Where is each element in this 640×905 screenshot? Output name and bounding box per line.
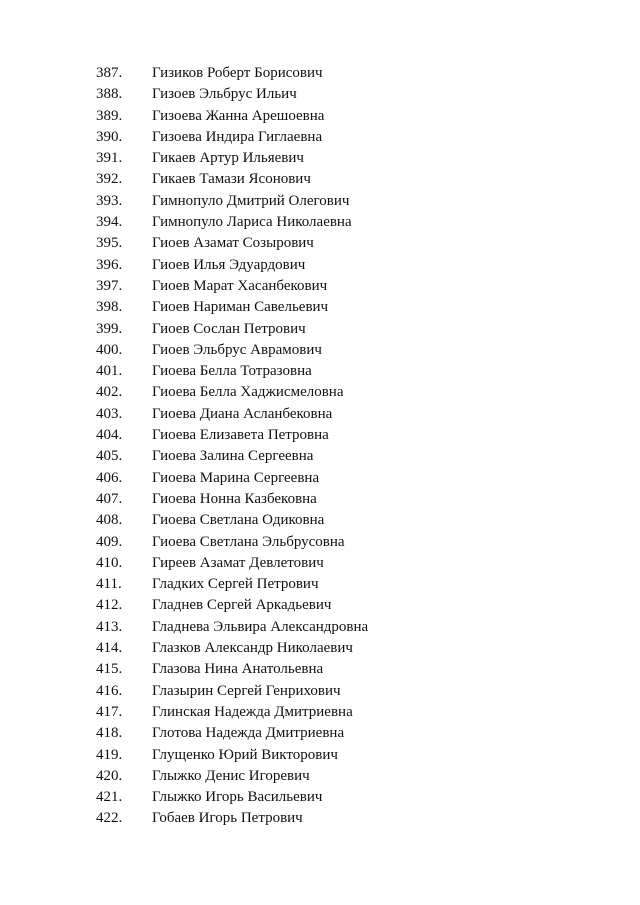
entry-name: Гимнопуло Лариса Николаевна bbox=[152, 214, 352, 231]
entry-number: 413. bbox=[96, 618, 123, 635]
entry-number: 396. bbox=[96, 256, 123, 273]
entry-name: Глотова Надежда Дмитриевна bbox=[152, 725, 345, 742]
entry-number: 419. bbox=[96, 746, 123, 763]
list-item bbox=[96, 212, 368, 233]
list-item bbox=[96, 319, 368, 340]
list-item bbox=[96, 574, 368, 595]
entry-number: 409. bbox=[96, 533, 123, 550]
entry-name: Гиоев Илья Эдуардович bbox=[152, 256, 306, 273]
entry-number: 410. bbox=[96, 554, 123, 571]
list-item bbox=[96, 425, 368, 446]
list-item bbox=[96, 148, 368, 169]
entry-name: Гикаев Артур Ильяевич bbox=[152, 150, 304, 167]
entry-name: Глазков Александр Николаевич bbox=[152, 640, 353, 657]
entry-name: Гладнева Эльвира Александровна bbox=[152, 618, 369, 635]
entry-name: Гиоева Марина Сергеевна bbox=[152, 469, 320, 486]
entry-number: 417. bbox=[96, 703, 123, 720]
entry-name: Глинская Надежда Дмитриевна bbox=[152, 703, 353, 720]
list-item bbox=[96, 276, 368, 297]
entry-number: 392. bbox=[96, 171, 123, 188]
list-item bbox=[96, 63, 368, 84]
entry-number: 420. bbox=[96, 767, 123, 784]
list-item bbox=[96, 404, 368, 425]
list-item bbox=[96, 489, 368, 510]
entry-number: 422. bbox=[96, 810, 123, 827]
list-item bbox=[96, 340, 368, 361]
list-item bbox=[96, 233, 368, 254]
list-item bbox=[96, 617, 368, 638]
entry-name: Гизоев Эльбрус Ильич bbox=[152, 86, 297, 103]
entry-name: Гиоева Нонна Казбековна bbox=[152, 490, 317, 507]
entry-name: Гизоева Жанна Арешоевна bbox=[152, 107, 325, 124]
entry-number: 401. bbox=[96, 363, 123, 380]
entry-number: 403. bbox=[96, 405, 123, 422]
list-item bbox=[96, 191, 368, 212]
list-item bbox=[96, 766, 368, 787]
entry-number: 406. bbox=[96, 469, 123, 486]
entry-name: Гиоева Белла Тотразовна bbox=[152, 363, 312, 380]
entry-number: 411. bbox=[96, 576, 122, 593]
list-item bbox=[96, 553, 368, 574]
entry-name: Гиоев Азамат Созырович bbox=[152, 235, 314, 252]
list-item bbox=[96, 169, 368, 190]
entry-number: 404. bbox=[96, 427, 123, 444]
entry-name: Гиоева Елизавета Петровна bbox=[152, 427, 329, 444]
entry-number: 402. bbox=[96, 384, 123, 401]
list-item bbox=[96, 787, 368, 808]
entry-name: Глыжко Игорь Васильевич bbox=[152, 789, 323, 806]
entry-name: Гиоев Сослан Петрович bbox=[152, 320, 306, 337]
entry-number: 414. bbox=[96, 640, 123, 657]
entry-number: 415. bbox=[96, 661, 123, 678]
entry-number: 408. bbox=[96, 512, 123, 529]
list-item bbox=[96, 468, 368, 489]
list-item bbox=[96, 382, 368, 403]
list-item bbox=[96, 127, 368, 148]
list-item bbox=[96, 702, 368, 723]
entry-number: 393. bbox=[96, 192, 123, 209]
entry-name: Гиоев Эльбрус Аврамович bbox=[152, 341, 322, 358]
entry-name: Глазова Нина Анатольевна bbox=[152, 661, 324, 678]
entry-name: Гизоева Индира Гиглаевна bbox=[152, 128, 323, 145]
entry-name: Гобаев Игорь Петрович bbox=[152, 810, 303, 827]
entry-number: 394. bbox=[96, 214, 123, 231]
list-item bbox=[96, 595, 368, 616]
list-item bbox=[96, 745, 368, 766]
list-item bbox=[96, 446, 368, 467]
list-item bbox=[96, 297, 368, 318]
list-item bbox=[96, 255, 368, 276]
entry-name: Гизиков Роберт Борисович bbox=[152, 65, 323, 81]
list-item bbox=[96, 808, 368, 829]
entry-name: Гиоева Белла Хаджисмеловна bbox=[152, 384, 344, 401]
entry-number: 388. bbox=[96, 86, 123, 103]
entry-number: 405. bbox=[96, 448, 123, 465]
entry-name: Глущенко Юрий Викторович bbox=[152, 746, 338, 763]
entry-name: Гиоева Светлана Одиковна bbox=[152, 512, 325, 529]
entry-name: Гладких Сергей Петрович bbox=[152, 576, 319, 593]
name-list bbox=[96, 63, 368, 830]
entry-name: Гладнев Сергей Аркадьевич bbox=[152, 597, 332, 614]
entry-number: 400. bbox=[96, 341, 123, 358]
entry-number: 421. bbox=[96, 789, 123, 806]
entry-number: 398. bbox=[96, 299, 123, 316]
entry-number: 418. bbox=[96, 725, 123, 742]
entry-number: 397. bbox=[96, 277, 123, 294]
entry-number: 399. bbox=[96, 320, 123, 337]
entry-number: 412. bbox=[96, 597, 123, 614]
entry-name: Гимнопуло Дмитрий Олегович bbox=[152, 192, 350, 209]
list-item bbox=[96, 106, 368, 127]
list-item bbox=[96, 361, 368, 382]
entry-number: 416. bbox=[96, 682, 123, 699]
entry-name: Гикаев Тамази Ясонович bbox=[152, 171, 311, 188]
entry-name: Глыжко Денис Игоревич bbox=[152, 767, 310, 784]
entry-name: Гиоева Диана Асланбековна bbox=[152, 405, 333, 422]
list-item bbox=[96, 84, 368, 105]
list-item bbox=[96, 723, 368, 744]
entry-name: Гиоев Нариман Савельевич bbox=[152, 299, 329, 316]
entry-name: Гиоева Светлана Эльбрусовна bbox=[152, 533, 345, 550]
list-item bbox=[96, 638, 368, 659]
list-item bbox=[96, 510, 368, 531]
entry-number: 390. bbox=[96, 128, 123, 145]
entry-number: 395. bbox=[96, 235, 123, 252]
list-item bbox=[96, 681, 368, 702]
entry-name: Гиоев Марат Хасанбекович bbox=[152, 277, 328, 294]
entry-number: 387. bbox=[96, 65, 123, 81]
entry-number: 391. bbox=[96, 150, 123, 167]
entry-number: 407. bbox=[96, 490, 123, 507]
list-item bbox=[96, 659, 368, 680]
entry-name: Гиреев Азамат Девлетович bbox=[152, 554, 324, 571]
entry-name: Гиоева Залина Сергеевна bbox=[152, 448, 314, 465]
entry-number: 389. bbox=[96, 107, 123, 124]
entry-name: Глазырин Сергей Генрихович bbox=[152, 682, 341, 699]
list-item bbox=[96, 532, 368, 553]
